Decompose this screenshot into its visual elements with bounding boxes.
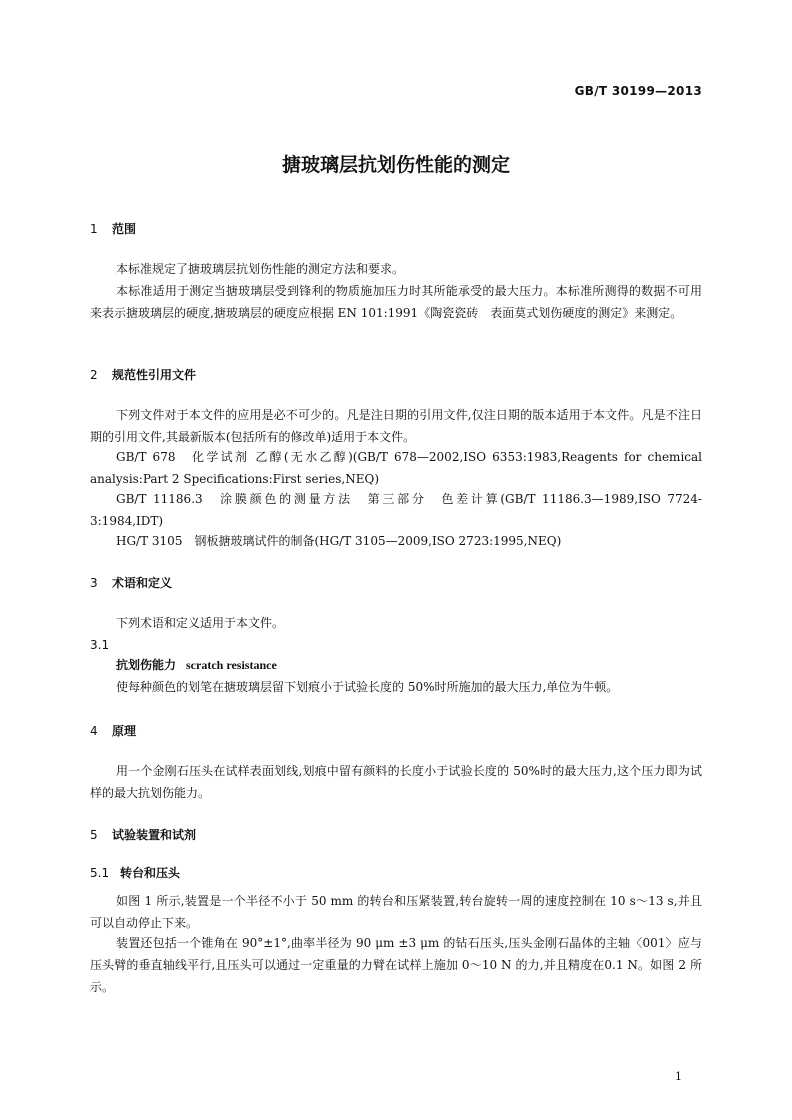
section-title: 范围 [112, 222, 137, 236]
term-english: scratch resistance [186, 658, 277, 672]
term-definition: 使每种颜色的划笔在搪玻璃层留下划痕小于试验长度的 50%时所施加的最大压力,单位为牛顿。 [116, 680, 619, 694]
section-title: 试验装置和试剂 [112, 828, 197, 842]
reference-item: GB/T 11186.3 涂膜颜色的测量方法 第三部分 色差计算(GB/T 11186.3—1989,ISO 7724-3:1984,IDT) [90, 492, 702, 528]
paragraph: 下列文件对于本文件的应用是必不可少的。凡是注日期的引用文件,仅注日期的版本适用于本文件。凡是不注日期的引用文件,其最新版本(包括所有的修改单)适用于本文件。 [90, 408, 702, 444]
section-title: 规范性引用文件 [112, 368, 197, 382]
page-number: 1 [675, 1070, 682, 1083]
section-3-heading [90, 574, 172, 591]
subsection-title: 转台和压头 [120, 866, 181, 880]
section-number: 1 [90, 222, 98, 236]
paragraph: 如图 1 所示,装置是一个半径不小于 50 mm 的转台和压紧装置,转台旋转一周的速度控制在 10 s～13 s,并且可以自动停止下来。 [90, 894, 702, 930]
paragraph: 用一个金刚石压头在试样表面划线,划痕中留有颜料的长度小于试验长度的 50%时的最大压力,这个压力即为试样的最大抗划伤能力。 [90, 764, 702, 800]
section-title: 原理 [112, 724, 137, 738]
section-title: 术语和定义 [112, 576, 173, 590]
section-1-heading [90, 220, 136, 237]
standard-code: GB/T 30199—2013 [574, 84, 702, 98]
subsection-number: 5.1 [90, 866, 110, 880]
subsection-5-1-heading [90, 864, 180, 881]
section-number: 2 [90, 368, 98, 382]
section-number: 3 [90, 576, 98, 590]
term-heading [116, 656, 277, 673]
paragraph: 本标准规定了搪玻璃层抗划伤性能的测定方法和要求。 [116, 262, 405, 276]
paragraph: 下列术语和定义适用于本文件。 [116, 616, 285, 630]
section-4-heading [90, 722, 136, 739]
section-2-heading [90, 366, 196, 383]
reference-item: GB/T 678 化学试剂 乙醇(无水乙醇)(GB/T 678—2002,ISO 6353:1983,Reagents for chemical analysis:Part 2 Specifications:First series,NEQ) [90, 450, 702, 486]
section-5-heading [90, 826, 196, 843]
paragraph: 装置还包括一个锥角在 90°±1°,曲率半径为 90 μm ±3 μm 的钻石压头,压头金刚石晶体的主轴〈001〉应与压头臂的垂直轴线平行,且压头可以通过一定重量的力臂在试样上施加 0～10 N 的力,并且精度在0.1 N。如图 2 所示。 [90, 936, 702, 994]
term-number: 3.1 [90, 638, 110, 652]
term-chinese: 抗划伤能力 [116, 658, 177, 672]
paragraph: 本标准适用于测定当搪玻璃层受到锋利的物质施加压力时其所能承受的最大压力。本标准所测得的数据不可用来表示搪玻璃层的硬度,搪玻璃层的硬度应根据 EN 101:1991《陶瓷瓷砖 表面莫式划伤硬度的测定》来测定。 [90, 284, 702, 320]
section-number: 5 [90, 828, 98, 842]
document-title: 搪玻璃层抗划伤性能的测定 [281, 154, 510, 176]
reference-item: HG/T 3105 钢板搪玻璃试件的制备(HG/T 3105—2009,ISO 2723:1995,NEQ) [116, 534, 562, 548]
section-number: 4 [90, 724, 98, 738]
